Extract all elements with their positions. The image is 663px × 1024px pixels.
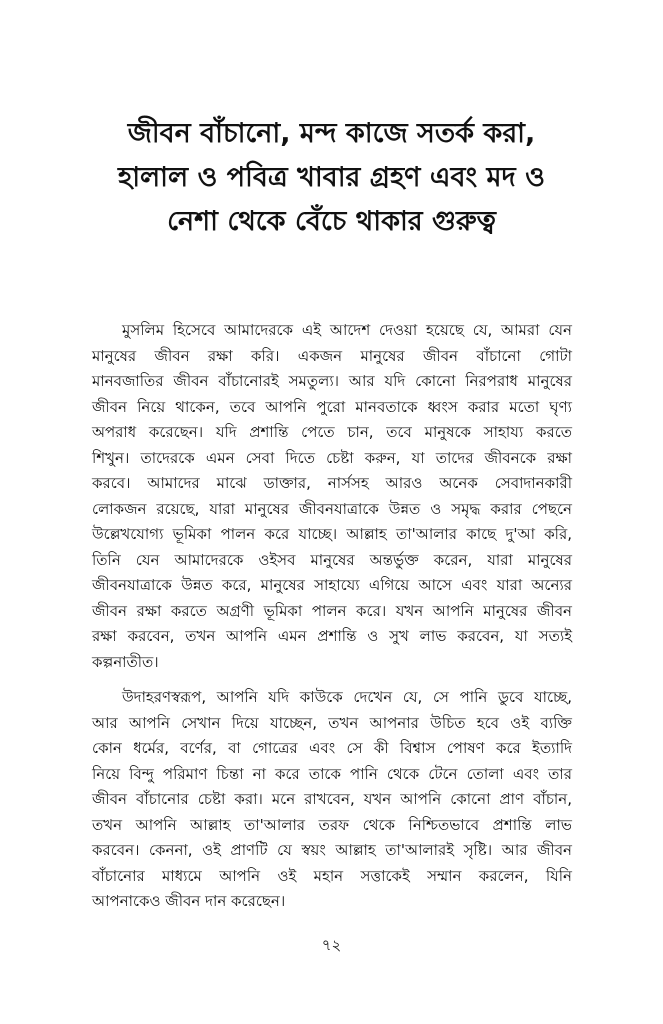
text-line: জীবন বাঁচানোর চেষ্টা করা। মনে রাখবেন, যখন আপনি কোনো প্রাণ বাঁচান, <box>92 790 572 808</box>
text-line: উদাহরণস্বরূপ, আপনি যদি কাউকে দেখেন যে, সে পানি ডুবে যাচ্ছে, <box>122 688 572 706</box>
text-line: তখন আপনি আল্লাহ তা'আলার তরফ থেকে নিশ্চিতভাবে প্রশান্তি লাভ <box>92 815 572 834</box>
paragraph-1 <box>92 318 572 675</box>
text-line: করবেন। কেননা, ওই প্রাণটি যে স্বয়ং আল্লাহ তা'আলারই সৃষ্টি। আর জীবন <box>92 841 572 859</box>
text-line: তিনি যেন আমাদেরকে ওইসব মানুষের অন্তর্ভুক্ত করেন, যারা মানুষের <box>92 550 572 569</box>
text-line: নিয়ে বিন্দু পরিমাণ চিন্তা না করে তাকে পানি থেকে টেনে তোলা এবং তার <box>92 764 572 783</box>
text-line: রক্ষা করবেন, তখন আপনি এমন প্রশান্তি ও সুখ লাভ করবেন, যা সত্যই <box>92 627 572 645</box>
chapter-title-line: নেশা থেকে বেঁচে থাকার গুরুত্ব <box>167 206 496 237</box>
text-line: কোন ধর্মের, বর্ণের, বা গোত্রের এবং সে কী বিশ্বাস পোষণ করে ইত্যাদি <box>92 739 572 757</box>
text-line: আপনাকেও জীবন দান করেছেন। <box>92 892 286 910</box>
chapter-title-line: জীবন বাঁচানো, মন্দ কাজে সতর্ক করা, <box>127 118 536 149</box>
text-line: বাঁচানোর মাধ্যমে আপনি ওই মহান সত্তাকেই সম্মান করলেন, যিনি <box>92 866 572 885</box>
text-line: মানুষের জীবন রক্ষা করি। একজন মানুষের জীবন বাঁচানো গোটা <box>92 346 572 365</box>
chapter-title-line: হালাল ও পবিত্র খাবার গ্রহণ এবং মদ ও <box>118 162 545 193</box>
chapter-title <box>90 112 573 244</box>
text-line: মানবজাতির জীবন বাঁচানোরই সমতুল্য। আর যদি কোনো নিরপরাধ মানুষের <box>92 372 572 390</box>
text-line: করবে। আমাদের মাঝে ডাক্তার, নার্সসহ আরও অনেক সেবাদানকারী <box>92 474 572 492</box>
text-line: অপরাধ করেছেন। যদি প্রশান্তি পেতে চান, তবে মানুষকে সাহায্য করতে <box>92 423 572 441</box>
text-line: জীবনযাত্রাকে উন্নত করে, মানুষের সাহায্যে এগিয়ে আসে এবং যারা অন্যের <box>92 576 572 594</box>
text-line: জীবন নিয়ে থাকেন, তবে আপনি পুরো মানবতাকে ধ্বংস করার মতো ঘৃণ্য <box>92 397 572 416</box>
text-line: আর আপনি সেখান দিয়ে যাচ্ছেন, তখন আপনার উচিত হবে ওই ব্যক্তি <box>92 713 572 732</box>
text-line: শিখুন। তাদেরকে এমন সেবা দিতে চেষ্টা করুন, যা তাদের জীবনকে রক্ষা <box>92 448 572 467</box>
text-line: লোকজন রয়েছে, যারা মানুষের জীবনযাত্রাকে উন্নত ও সমৃদ্ধ করার পেছনে <box>92 499 572 518</box>
paragraph-2 <box>92 685 572 915</box>
text-line: জীবন রক্ষা করতে অগ্রণী ভূমিকা পালন করে। যখন আপনি মানুষের জীবন <box>92 601 572 620</box>
text-line: কল্পনাতীত। <box>92 652 159 671</box>
text-line: উল্লেখযোগ্য ভূমিকা পালন করে যাচ্ছে। আল্লাহ তা'আলার কাছে দু'আ করি, <box>92 525 572 543</box>
page-number: ৭২ <box>321 936 342 954</box>
text-line: মুসলিম হিসেবে আমাদেরকে এই আদেশ দেওয়া হয়েছে যে, আমরা যেন <box>122 321 572 339</box>
body-text <box>92 318 572 915</box>
